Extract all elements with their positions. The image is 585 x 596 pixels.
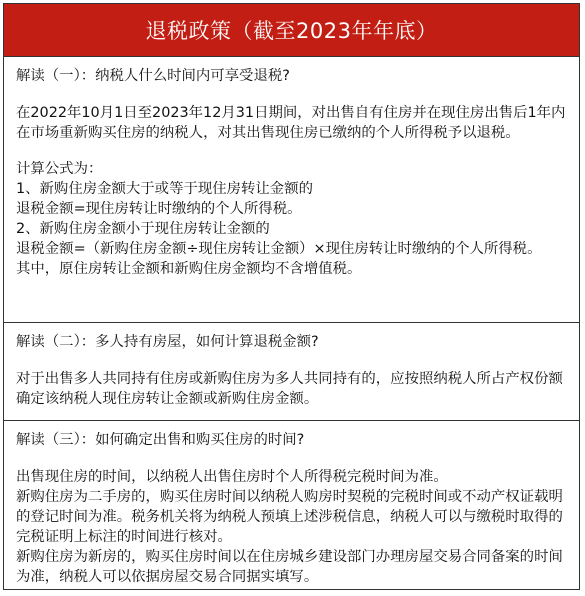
policy-card [3,3,580,590]
section-3 [4,421,579,590]
section-1 [4,57,579,323]
section-2 [4,323,579,421]
section-3-line-2: 新购住房为二手房的，购买住房时间以纳税人购房时契税的完税时间或不动产权证载明的登记时间为准。税务机关将为纳税人预填上述涉税信息，纳税人可以与缴税时取得的完税证明上标注的时间进行核对。 [16,489,563,545]
page-title: 退税政策（截至2023年年底） [4,4,579,57]
section-1-question: 解读（一）：纳税人什么时间内可享受退税? [16,68,290,84]
formula-line-4: 退税金额=（新购住房金额÷现住房转让金额）×现住房转让时缴纳的个人所得税。 [16,241,542,257]
section-1-intro: 在2022年10月1日至2023年12月31日期间，对出售自有住房并在现住房出售后1年内在市场重新购买住房的纳税人，对其出售现住房已缴纳的个人所得税予以退税。 [16,105,566,141]
spacer [16,143,570,159]
formula-note: 其中，原住房转让金额和新购住房金额均不含增值税。 [16,261,362,277]
section-2-body: 对于出售多人共同持有住房或新购住房为多人共同持有的，应按照纳税人所占产权份额确定该纳税人现住房转让金额或新购住房金额。 [16,371,563,407]
formula-line-2: 退税金额=现住房转让时缴纳的个人所得税。 [16,201,302,217]
section-3-question: 解读（三）：如何确定出售和购买住房的时间? [16,432,305,448]
formula-line-3: 2、新购住房金额小于现住房转让金额的 [16,221,270,237]
section-3-line-1: 出售现住房的时间，以纳税人出售住房时个人所得税完税时间为准。 [16,469,448,485]
section-2-question: 解读（二）：多人持有房屋，如何计算退税金额? [16,334,319,350]
section-3-line-3: 新购住房为新房的，购买住房时间以在住房城乡建设部门办理房屋交易合同备案的时间为准，纳税人可以依据房屋交易合同据实填写。 [16,549,563,585]
formula-line-1: 1、新购住房金额大于或等于现住房转让金额的 [16,181,313,197]
formula-title: 计算公式为： [16,161,103,177]
